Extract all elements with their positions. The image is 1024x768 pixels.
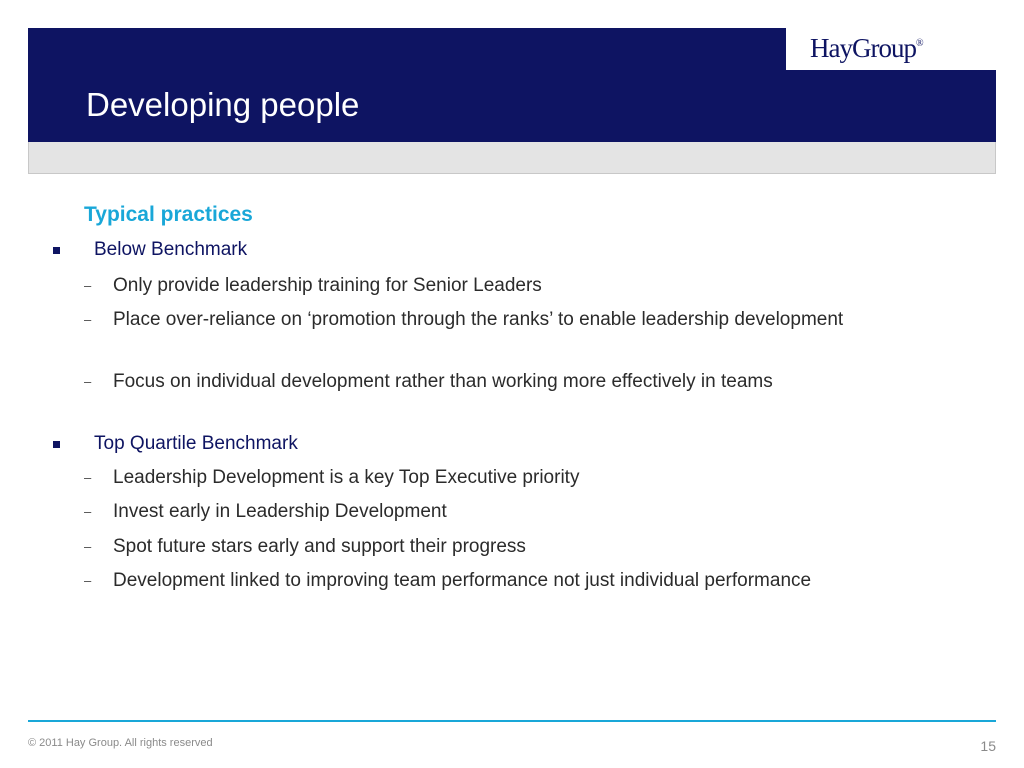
footer-divider — [28, 720, 996, 722]
list-item: Invest early in Leadership Development — [113, 501, 447, 522]
list-item: Place over-reliance on ‘promotion through the ranks’ to enable leadership development — [113, 309, 844, 330]
dash-bullet-icon: – — [84, 374, 92, 389]
bullet-label: Below Benchmark — [94, 239, 248, 260]
dash-bullet-icon: – — [84, 573, 92, 588]
dash-bullet-icon: – — [84, 504, 92, 519]
dash-bullet-icon: – — [84, 539, 92, 554]
square-bullet-icon — [53, 441, 60, 448]
page-number: 15 — [980, 738, 996, 754]
list-item: Only provide leadership training for Senior Leaders — [113, 275, 542, 296]
dash-bullet-icon: – — [84, 470, 92, 485]
registered-mark: ® — [915, 38, 924, 49]
logo-wordmark: HayGroup® — [810, 33, 924, 63]
page-title: Developing people — [86, 86, 360, 123]
dash-bullet-icon: – — [84, 278, 92, 293]
list-item: Spot future stars early and support their progress — [113, 536, 526, 557]
copyright-notice: © 2011 Hay Group. All rights reserved — [28, 737, 213, 749]
list-item: Focus on individual development rather than working more effectively in teams — [113, 371, 773, 392]
list-item: Leadership Development is a key Top Executive priority — [113, 467, 580, 488]
section-heading: Typical practices — [84, 203, 253, 226]
list-item: Development linked to improving team performance not just individual performance — [113, 570, 812, 591]
square-bullet-icon — [53, 247, 60, 254]
logo — [786, 28, 996, 70]
bullet-label: Top Quartile Benchmark — [94, 433, 298, 454]
dash-bullet-icon: – — [84, 312, 92, 327]
sub-header-band — [28, 142, 996, 174]
